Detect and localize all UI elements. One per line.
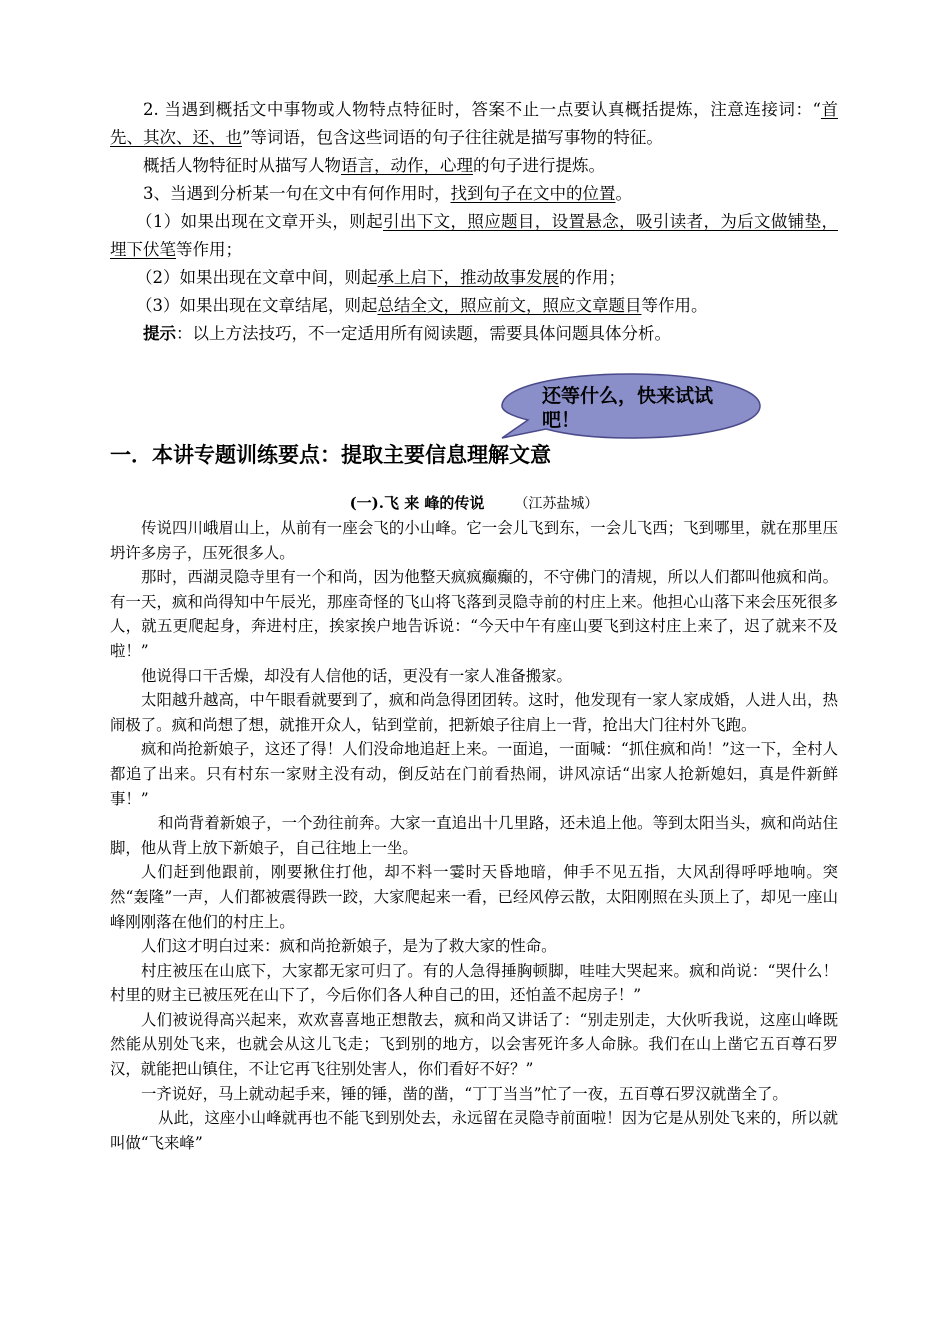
tip-note-text: ：以上方法技巧，不一定适用所有阅读题，需要具体问题具体分析。 — [176, 324, 671, 343]
story-paragraph: 从此，这座小山峰就再也不能飞到别处去，永远留在灵隐寺前面啦！因为它是从别处飞来的，所以就叫做“飞来峰” — [110, 1109, 838, 1152]
tip-text: 3、当遇到分析某一句在文中有何作用时， — [143, 184, 451, 203]
tip-underlined: 引出下文，照应题目，设置悬念，吸引读者，为后文做铺垫，埋下伏笔 — [110, 212, 839, 259]
story-paragraph: 人们被说得高兴起来，欢欢喜喜地正想散去，疯和尚又讲话了：“别走别走，大伙听我说，这座山峰既然能从别处飞来，也就会从这儿飞走；飞到别的地方，以会害死许多人命脉。我们在山上凿它五百尊石罗汉，就能把山镇住，不让它再飞往别处害人，你们看好不好？” — [110, 1010, 838, 1079]
story-paragraph: 太阳越升越高，中午眼看就要到了，疯和尚急得团团转。这时，他发现有一家人家成婚，人进人出，热闹极了。疯和尚想了想，就推开众人，钻到堂前，把新娘子往肩上一背，抢出大门往村外飞跑。 — [110, 691, 838, 734]
tip-text: （3）如果出现在文章结尾，则起 — [136, 296, 378, 315]
tip-underlined: 首先、其次、还、也 — [110, 100, 838, 147]
reading-tips-section — [110, 96, 838, 348]
story-paragraph: 疯和尚抢新娘子，这还了得！人们没命地追赶上来。一面追，一面喊：“抓住疯和尚！”这一下，全村人都追了出来。只有村东一家财主没有动，倒反站在门前看热闹，讲风凉话“出家人抢新媳妇，真是件新鲜事！” — [110, 740, 838, 808]
callout-text: 还等什么，快来试试吧！ — [542, 385, 714, 431]
story-title-line — [110, 492, 838, 515]
tip-text: （1）如果出现在文章开头，则起 — [136, 212, 383, 231]
tip-paragraph-4 — [110, 208, 838, 264]
story-source: （江苏盐城） — [514, 496, 599, 512]
tip-underlined: 找到句子在文中的位置 — [450, 184, 616, 203]
tip-text: 的作用； — [559, 268, 625, 287]
tip-text: 等作用； — [176, 240, 242, 259]
tip-text: 等作用。 — [641, 296, 708, 315]
story-paragraph: 他说得口干舌燥，却没有人信他的话，更没有一家人准备搬家。 — [141, 666, 572, 685]
tip-text: （2）如果出现在文章中间，则起 — [136, 268, 378, 287]
story-body — [110, 516, 838, 1155]
tip-underlined: 语言，动作，心理 — [341, 156, 473, 175]
tip-paragraph-5 — [110, 264, 838, 292]
tip-paragraph-3 — [110, 180, 838, 208]
story-paragraph: 人们赶到他跟前，刚要揪住打他，却不料一霎时天昏地暗，伸手不见五指，大风刮得呼呼地响。突然“轰隆”一声，人们都被震得跌一跤，大家爬起来一看，已经风停云散，太阳刚照在头顶上了，却见一座山峰刚刚落在他们的村庄上。 — [110, 863, 838, 931]
story-paragraph: 那时，西湖灵隐寺里有一个和尚，因为他整天疯疯癫癫的，不守佛门的清规，所以人们都叫他疯和尚。有一天，疯和尚得知中午辰光，那座奇怪的飞山将飞落到灵隐寺前的村庄上来。他担心山落下来会压死很多人，就五更爬起身，奔进村庄，挨家挨户地告诉说：“今天中午有座山要飞到这村庄上来了，迟了就来不及啦！” — [110, 568, 838, 660]
tip-paragraph-6 — [110, 292, 838, 320]
speech-bubble-callout — [498, 372, 762, 442]
tip-text: 2. 当遇到概括文中事物或人物特点特征时，答案不止一点要认真概括提炼，注意连接词：“ — [143, 100, 821, 119]
tip-underlined: 总结全文，照应前文，照应文章题目 — [377, 296, 642, 315]
story-paragraph: 一齐说好，马上就动起手来，锤的锤，凿的凿，“丁丁当当”忙了一夜，五百尊石罗汉就凿全了。 — [141, 1084, 788, 1103]
section-heading: 一．本讲专题训练要点：提取主要信息理解文意 — [110, 443, 551, 467]
tip-text: 。 — [615, 184, 632, 203]
story-title: (一).飞 来 峰的传说 — [349, 494, 485, 512]
tip-underlined: 承上启下，推动故事发展 — [377, 268, 559, 287]
tip-note-label: 提示 — [143, 324, 176, 343]
tip-text: 概括人物特征时从描写人物 — [143, 156, 341, 175]
story-paragraph: 村庄被压在山底下，大家都无家可归了。有的人急得捶胸顿脚，哇哇大哭起来。疯和尚说：“哭什么！村里的财主已被压死在山下了，今后你们各人种自己的田，还怕盖不起房子！” — [110, 961, 838, 1005]
story-paragraph: 和尚背着新娘子，一个劲往前奔。大家一直追出十几里路，还未追上他。等到太阳当头，疯和尚站住脚，他从背上放下新娘子，自己往地上一坐。 — [110, 814, 838, 857]
tip-note — [110, 320, 838, 348]
story-paragraph: 传说四川峨眉山上，从前有一座会飞的小山峰。它一会儿飞到东，一会儿飞西；飞到哪里，就在那里压坍许多房子，压死很多人。 — [110, 519, 838, 562]
tip-text: 的句子进行提炼。 — [473, 156, 605, 175]
tip-text: ”等词语，包含这些词语的句子往往就是描写事物的特征。 — [242, 128, 663, 147]
tip-paragraph-1 — [110, 96, 838, 152]
story-paragraph: 人们这才明白过来：疯和尚抢新娘子，是为了救大家的性命。 — [141, 937, 557, 956]
tip-paragraph-2 — [110, 152, 838, 180]
